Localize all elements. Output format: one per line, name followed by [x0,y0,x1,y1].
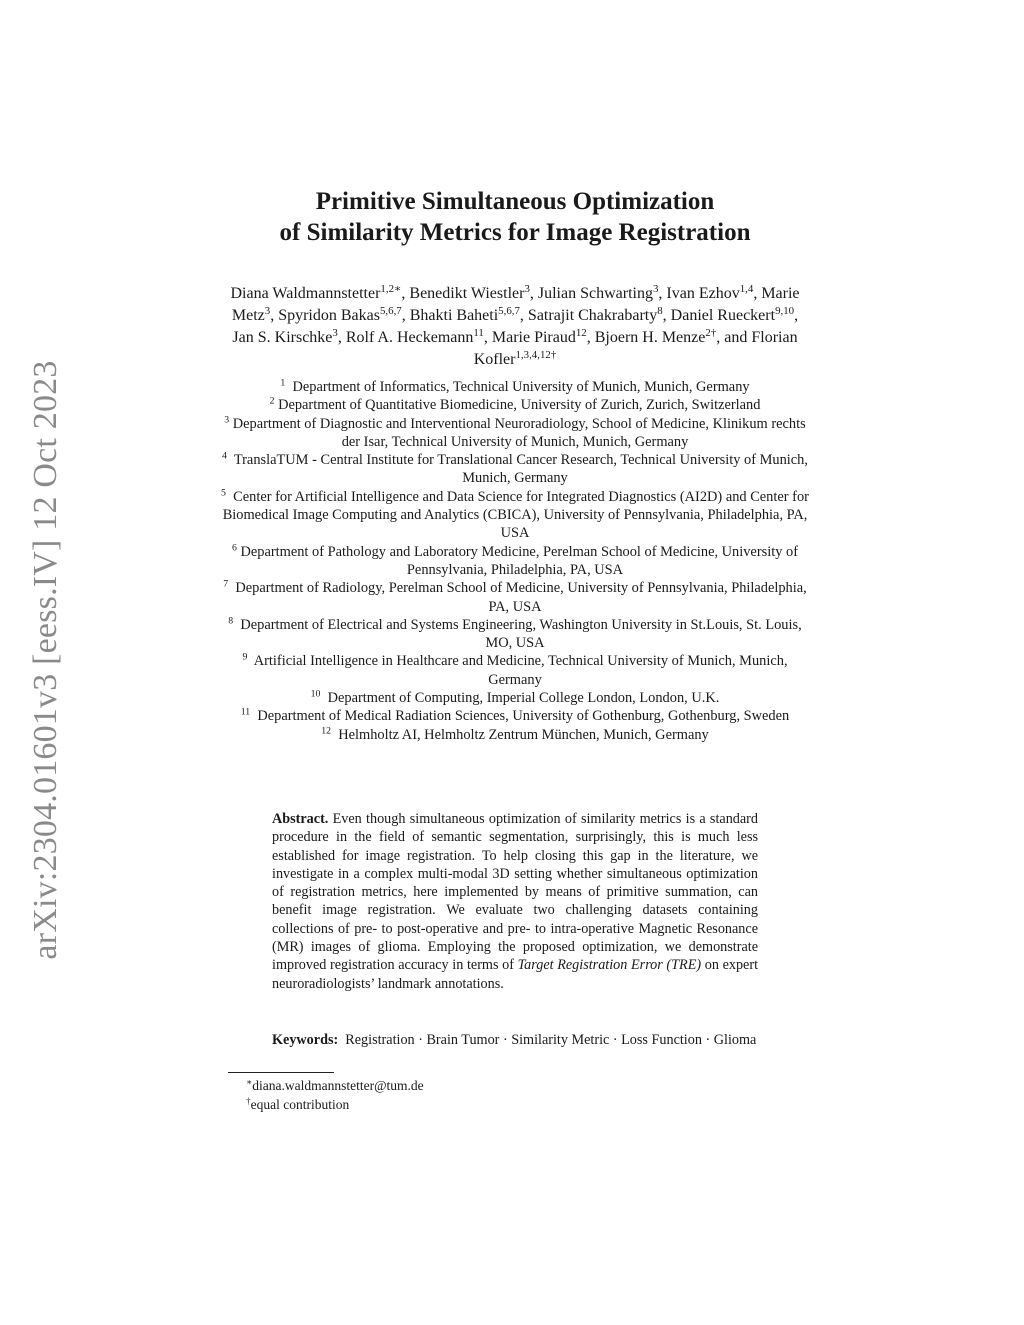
title-line-2: of Similarity Metrics for Image Registration [279,219,751,246]
affiliation: $^{10}$ Department of Computing, Imperial College London, London, U.K. [310,688,720,707]
title-line-1: Primitive Simultaneous Optimization [315,188,715,215]
affiliation: $^4$ TranslaTUM - Central Institute for Translational Cancer Research, Technical University of Munich, Munich, Germany [222,450,808,487]
abstract-italic-term: Target Registration Error (TRE) [517,957,702,974]
arxiv-identifier: arXiv:2304.01601v3 [eess.IV] 12 Oct 2023 [27,360,64,960]
affiliation: $^{11}$ Department of Medical Radiation Sciences, University of Gothenburg, Gothenburg, Sweden [240,706,790,725]
author: Spyridon Bakas$^{5,6,7}$, [278,305,410,324]
author: Bhakti Baheti$^{5,6,7}$, [409,305,528,324]
arxiv-sidebar [0,0,82,1325]
keywords [272,1031,758,1049]
affiliation: $^5$ Center for Artificial Intelligence and Data Science for Integrated Diagnostics (AI2D) and Center for Biomedical Image Computing and Analytics (CBICA), University of Pennsylvania, Philadelphia, PA, USA [221,487,809,542]
abstract-text-end: on expert neuroradiologists’ landmark annotations. [272,957,759,992]
author: Benedikt Wiestler$^3$, [409,283,538,302]
author: Rolf A. Heckemann$^{11}$, [345,327,492,346]
footnote-equal-contribution: †equal contribution [246,1095,350,1112]
author: Florian Kofler$^{1,3,4,12\dagger}$ [473,329,798,368]
abstract-text: Even though simultaneous optimization of similarity metrics is a standard procedure in the field of semantic segmentation, surprisingly, this is much less established for image registration. To help closing this gap in the literature, we investigate in a complex multi-modal 3D setting whether simultaneous optimization of registration metrics, here implemented by means of primitive summation, can benefit image registration. We evaluate two challenging datasets containing collections of pre- to post-operative and pre- to intra-operative Magnetic Resonance (MR) images of glioma. Employing the proposed optimization, we demonstrate improved registration accuracy in terms of [272,811,758,974]
author: Marie Piraud$^{12}$, [491,327,595,346]
author: Diana Waldmannstetter$^{1,2∗}$, [230,283,410,302]
footnotes [246,1076,424,1114]
affiliation: $^9$ Artificial Intelligence in Healthcare and Medicine, Technical University of Munich, Munich, Germany [242,652,788,688]
author: Marie Metz$^3$, [231,285,800,324]
author: Satrajit Chakrabarty$^8$, [527,305,671,324]
author-list [228,283,802,371]
keywords-label: Keywords: [272,1032,339,1048]
author: Jan S. Kirschke$^3$, [232,327,346,346]
affiliation: $^2$ Department of Quantitative Biomedicine, University of Zurich, Zurich, Switzerland [269,395,761,414]
abstract [272,810,758,993]
author: Julian Schwarting$^3$, [537,283,667,302]
author: Ivan Ezhov$^{1,4}$, [666,283,762,302]
affiliation: $^7$ Department of Radiology, Perelman School of Medicine, University of Pennsylvania, Philadelphia, PA, USA [223,578,807,615]
author: Bjoern H. Menze$^{2\dagger}$, and [594,327,752,346]
affiliation: $^1$ Department of Informatics, Technical University of Munich, Munich, Germany [280,377,750,395]
affiliation: $^3$ Department of Diagnostic and Interventional Neuroradiology, School of Medicine, Klinikum rechts der Isar, Technical University of Munich, Munich, Germany [224,414,806,450]
footnote-email: ∗diana.waldmannstetter@tum.de [246,1076,424,1093]
abstract-label: Abstract. [272,811,329,827]
paper-title [215,186,815,248]
affiliation: $^8$ Department of Electrical and Systems Engineering, Washington University in St.Louis, St. Louis, MO, USA [228,615,802,652]
author: Daniel Rueckert$^{9,10}$, [670,305,799,324]
keywords-list: Registration · Brain Tumor · Similarity Metric · Loss Function · Glioma [345,1032,757,1048]
affiliation-list [218,378,812,744]
affiliation: $^6$ Department of Pathology and Laboratory Medicine, Perelman School of Medicine, University of Pennsylvania, Philadelphia, PA, USA [232,542,798,578]
affiliation: $^{12}$ Helmholtz AI, Helmholtz Zentrum München, Munich, Germany [321,725,709,743]
footnote-divider [228,1072,334,1073]
